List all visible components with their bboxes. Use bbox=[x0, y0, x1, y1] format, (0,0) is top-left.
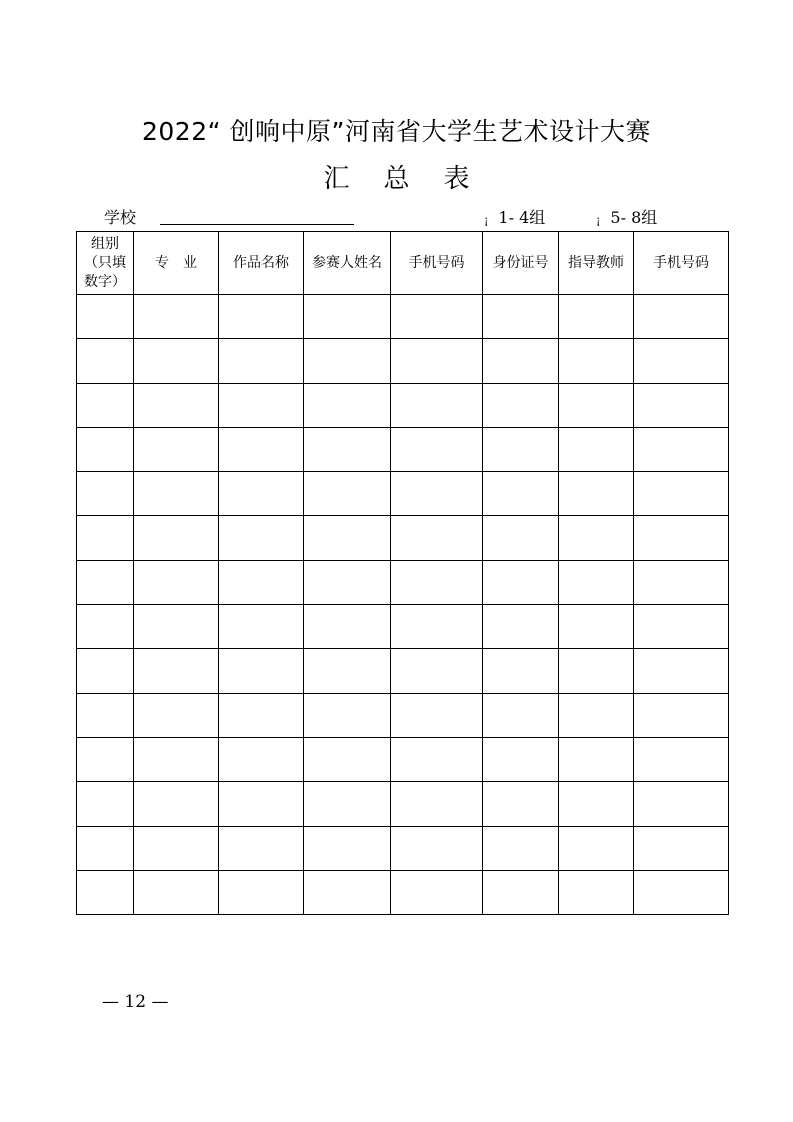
table-cell[interactable] bbox=[134, 605, 219, 649]
table-cell[interactable] bbox=[77, 693, 134, 737]
table-cell[interactable] bbox=[559, 383, 634, 427]
table-cell[interactable] bbox=[483, 383, 559, 427]
table-cell[interactable] bbox=[634, 649, 729, 693]
table-cell[interactable] bbox=[634, 737, 729, 781]
table-cell[interactable] bbox=[483, 737, 559, 781]
table-cell[interactable] bbox=[483, 427, 559, 471]
table-row bbox=[77, 516, 729, 560]
table-cell[interactable] bbox=[304, 383, 391, 427]
table-cell[interactable] bbox=[219, 605, 304, 649]
header-phone: 手机号码 bbox=[391, 232, 483, 295]
table-cell[interactable] bbox=[304, 649, 391, 693]
group-option-label: 5- 8组 bbox=[610, 208, 658, 227]
table-cell[interactable] bbox=[134, 472, 219, 516]
table-cell[interactable] bbox=[634, 472, 729, 516]
table-cell[interactable] bbox=[134, 427, 219, 471]
table-row bbox=[77, 339, 729, 383]
table-cell[interactable] bbox=[134, 339, 219, 383]
table-cell[interactable] bbox=[219, 782, 304, 826]
table-cell[interactable] bbox=[219, 693, 304, 737]
table-cell[interactable] bbox=[391, 472, 483, 516]
table-cell[interactable] bbox=[559, 516, 634, 560]
table-cell[interactable] bbox=[483, 649, 559, 693]
page-number: — 12 — bbox=[102, 992, 169, 1012]
table-header-row bbox=[77, 232, 729, 295]
table-cell[interactable] bbox=[559, 782, 634, 826]
header-group: 组别 （只填 数字） bbox=[77, 232, 134, 295]
table-cell[interactable] bbox=[77, 427, 134, 471]
checkbox-icon[interactable]: ¡ bbox=[596, 214, 601, 227]
table-cell[interactable] bbox=[483, 516, 559, 560]
table-cell[interactable] bbox=[391, 295, 483, 339]
table-cell[interactable] bbox=[391, 383, 483, 427]
table-cell[interactable] bbox=[634, 383, 729, 427]
table-cell[interactable] bbox=[559, 737, 634, 781]
table-cell[interactable] bbox=[391, 339, 483, 383]
table-cell[interactable] bbox=[391, 605, 483, 649]
table-cell[interactable] bbox=[391, 782, 483, 826]
table-cell[interactable] bbox=[634, 339, 729, 383]
table-cell[interactable] bbox=[483, 693, 559, 737]
table-cell[interactable] bbox=[77, 472, 134, 516]
table-cell[interactable] bbox=[219, 560, 304, 604]
table-cell[interactable] bbox=[219, 472, 304, 516]
header-advisor: 指导教师 bbox=[559, 232, 634, 295]
table-cell[interactable] bbox=[391, 427, 483, 471]
table-cell[interactable] bbox=[559, 339, 634, 383]
table-cell[interactable] bbox=[483, 560, 559, 604]
table-cell[interactable] bbox=[559, 427, 634, 471]
table-row bbox=[77, 737, 729, 781]
table-cell[interactable] bbox=[634, 295, 729, 339]
group-option-5-8[interactable] bbox=[596, 205, 657, 228]
table-cell[interactable] bbox=[483, 870, 559, 914]
table-row bbox=[77, 826, 729, 870]
table-cell[interactable] bbox=[219, 383, 304, 427]
table-cell[interactable] bbox=[134, 737, 219, 781]
table-row bbox=[77, 383, 729, 427]
table-row bbox=[77, 693, 729, 737]
table-cell[interactable] bbox=[134, 560, 219, 604]
table-cell[interactable] bbox=[559, 605, 634, 649]
table-cell[interactable] bbox=[77, 516, 134, 560]
table-row bbox=[77, 649, 729, 693]
table-cell[interactable] bbox=[391, 737, 483, 781]
table-cell[interactable] bbox=[304, 295, 391, 339]
table-cell[interactable] bbox=[391, 870, 483, 914]
group-option-label: 1- 4组 bbox=[498, 208, 546, 227]
school-label: 学校 bbox=[104, 208, 137, 227]
table-cell[interactable] bbox=[134, 383, 219, 427]
table-cell[interactable] bbox=[219, 826, 304, 870]
table-cell[interactable] bbox=[304, 339, 391, 383]
table-cell[interactable] bbox=[134, 516, 219, 560]
table-cell[interactable] bbox=[391, 560, 483, 604]
table-cell[interactable] bbox=[77, 383, 134, 427]
table-cell[interactable] bbox=[304, 737, 391, 781]
table-cell[interactable] bbox=[559, 693, 634, 737]
table-cell[interactable] bbox=[559, 826, 634, 870]
table-cell[interactable] bbox=[134, 295, 219, 339]
header-work-name: 作品名称 bbox=[219, 232, 304, 295]
table-cell[interactable] bbox=[483, 295, 559, 339]
table-cell[interactable] bbox=[77, 782, 134, 826]
table-cell[interactable] bbox=[77, 870, 134, 914]
table-cell[interactable] bbox=[77, 826, 134, 870]
table-cell[interactable] bbox=[134, 870, 219, 914]
table-cell[interactable] bbox=[219, 737, 304, 781]
table-cell[interactable] bbox=[634, 605, 729, 649]
table-cell[interactable] bbox=[304, 427, 391, 471]
header-participant-name: 参赛人姓名 bbox=[304, 232, 391, 295]
table-row bbox=[77, 782, 729, 826]
table-row bbox=[77, 605, 729, 649]
table-cell[interactable] bbox=[304, 605, 391, 649]
table-cell[interactable] bbox=[304, 560, 391, 604]
table-body bbox=[77, 295, 729, 915]
table-cell[interactable] bbox=[634, 870, 729, 914]
table-cell[interactable] bbox=[77, 649, 134, 693]
group-option-1-4[interactable] bbox=[484, 205, 545, 228]
table-cell[interactable] bbox=[559, 295, 634, 339]
table-cell[interactable] bbox=[559, 560, 634, 604]
summary-table bbox=[76, 231, 729, 915]
table-cell[interactable] bbox=[219, 295, 304, 339]
table-cell[interactable] bbox=[134, 693, 219, 737]
table-cell[interactable] bbox=[304, 782, 391, 826]
table-row bbox=[77, 560, 729, 604]
table-cell[interactable] bbox=[634, 516, 729, 560]
table-cell[interactable] bbox=[634, 427, 729, 471]
table-cell[interactable] bbox=[304, 693, 391, 737]
header-major: 专 业 bbox=[134, 232, 219, 295]
table-cell[interactable] bbox=[304, 870, 391, 914]
header-id-number: 身份证号 bbox=[483, 232, 559, 295]
table-cell[interactable] bbox=[304, 472, 391, 516]
document-title: 2022“ 创响中原”河南省大学生艺术设计大赛 bbox=[142, 117, 651, 146]
table-cell[interactable] bbox=[77, 295, 134, 339]
table-cell[interactable] bbox=[483, 339, 559, 383]
table-cell[interactable] bbox=[134, 782, 219, 826]
table-cell[interactable] bbox=[559, 472, 634, 516]
table-cell[interactable] bbox=[391, 826, 483, 870]
header-advisor-phone: 手机号码 bbox=[634, 232, 729, 295]
table-cell[interactable] bbox=[77, 560, 134, 604]
table-cell[interactable] bbox=[483, 605, 559, 649]
table-cell[interactable] bbox=[219, 870, 304, 914]
table-cell[interactable] bbox=[219, 516, 304, 560]
table-cell[interactable] bbox=[304, 826, 391, 870]
table-cell[interactable] bbox=[634, 693, 729, 737]
table-row bbox=[77, 870, 729, 914]
table-cell[interactable] bbox=[219, 649, 304, 693]
table-cell[interactable] bbox=[483, 826, 559, 870]
table-cell[interactable] bbox=[77, 737, 134, 781]
table-cell[interactable] bbox=[559, 649, 634, 693]
table-row bbox=[77, 295, 729, 339]
table-cell[interactable] bbox=[219, 427, 304, 471]
table-cell[interactable] bbox=[304, 516, 391, 560]
table-cell[interactable] bbox=[634, 560, 729, 604]
table-cell[interactable] bbox=[134, 826, 219, 870]
table-cell[interactable] bbox=[219, 339, 304, 383]
table-cell[interactable] bbox=[391, 693, 483, 737]
table-cell[interactable] bbox=[391, 516, 483, 560]
school-input-line[interactable] bbox=[160, 224, 354, 225]
table-cell[interactable] bbox=[77, 339, 134, 383]
table-cell[interactable] bbox=[134, 649, 219, 693]
table-cell[interactable] bbox=[77, 605, 134, 649]
document-subtitle: 汇总表 bbox=[323, 164, 504, 194]
table-cell[interactable] bbox=[634, 826, 729, 870]
table-row bbox=[77, 427, 729, 471]
table-cell[interactable] bbox=[483, 472, 559, 516]
table-cell[interactable] bbox=[483, 782, 559, 826]
checkbox-icon[interactable]: ¡ bbox=[484, 214, 489, 227]
table-cell[interactable] bbox=[634, 782, 729, 826]
table-cell[interactable] bbox=[391, 649, 483, 693]
table-cell[interactable] bbox=[559, 870, 634, 914]
table-row bbox=[77, 472, 729, 516]
